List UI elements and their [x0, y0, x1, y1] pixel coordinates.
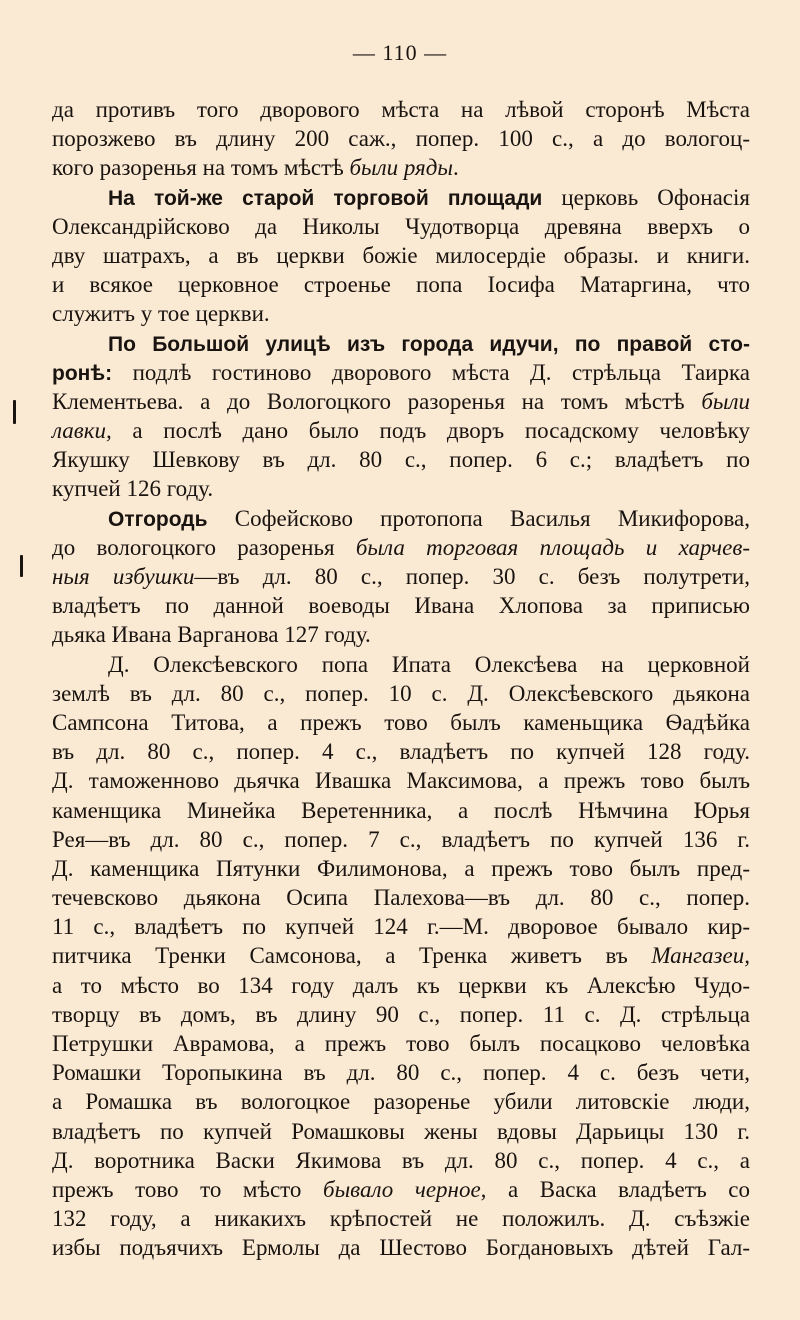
italic-text: ныя избушки	[52, 564, 195, 589]
text-segment: питчика Тренки Самсонова, а Тренка живетъ въ	[52, 943, 652, 969]
italic-text: Мангазеи,	[651, 943, 750, 969]
bold-heading-text: Отгородь	[108, 507, 208, 531]
text-line	[52, 1235, 750, 1264]
text-segment: 11 с., владѣетъ по купчей 124 г.—М. дворовое бывало кир-	[52, 914, 750, 940]
text-line	[52, 389, 750, 418]
text-segment: течевсково дьякона Осипа Палехова—въ дл. 80 с., попер.	[52, 885, 750, 911]
bold-heading-text: На той-же старой торговой площади	[108, 186, 543, 210]
text-segment: Якушку Шевкову въ дл. 80 с., попер. 6 с.; владѣетъ по	[52, 447, 750, 473]
text-segment: Олександрійсково да Николы Чудотворца древяна вверхъ о	[52, 213, 750, 239]
margin-mark	[20, 555, 23, 577]
text-segment: дву шатрахъ, а въ церкви божіе милосердіе образы. и книги.	[52, 242, 750, 268]
text-line	[52, 1089, 750, 1118]
text-line	[52, 155, 750, 184]
text-line	[52, 447, 750, 476]
text-segment: 132 году, а никакихъ крѣпостей не положилъ. Д. съѣзжіе	[52, 1206, 750, 1232]
text-segment: купчей 126 году.	[52, 476, 214, 502]
text-segment: и всякое церковное строенье попа Іосифа Матаргина, что	[52, 272, 750, 298]
text-segment: творцу въ домъ, въ длину 90 с., попер. 11 с. Д. стрѣльца	[52, 1001, 750, 1027]
text-line	[52, 301, 750, 330]
text-segment: землѣ въ дл. 80 с., попер. 10 с. Д. Олексѣевского дьякона	[52, 680, 750, 706]
text-line	[52, 1060, 750, 1089]
paragraph	[52, 331, 750, 506]
bold-heading-text: По Большой улицѣ изъ города идучи, по правой сто-	[108, 332, 750, 356]
text-segment: —въ дл. 80 с., попер. 30 с. безъ полутрети,	[194, 564, 750, 589]
text-line	[52, 914, 750, 943]
italic-text: была торговая площадь и харчев-	[355, 534, 750, 560]
text-segment: Д. воротника Васки Якимова въ дл. 80 с., попер. 4 с., а	[52, 1147, 750, 1173]
text-segment: Петрушки Аврамова, а прежъ тово былъ посацково человѣка	[52, 1031, 750, 1056]
text-segment: Д. каменщика Пятунки Филимонова, а прежъ тово былъ пред-	[52, 855, 750, 881]
text-segment: Сампсона Титова, а прежъ тово былъ каменьщика Ѳадѣйка	[52, 709, 750, 735]
text-line	[52, 564, 750, 593]
italic-text: были ряды	[349, 155, 453, 181]
text-line	[52, 1119, 750, 1148]
text-line	[52, 768, 750, 797]
text-segment: каменщика Минейка Веретенника, а послѣ Нѣмчина Юрья	[52, 797, 750, 823]
text-segment: владѣетъ по купчей Ромашковы жены вдовы Дарьицы 130 г.	[52, 1118, 750, 1144]
text-line	[52, 739, 750, 768]
text-segment: до вологоцкого разоренья	[52, 534, 356, 560]
paragraph	[52, 652, 750, 1265]
text-line	[52, 418, 750, 447]
text-segment: кого разоренья на томъ мѣстѣ	[52, 155, 350, 181]
text-segment: дьяка Ивана Варганова 127 году.	[52, 622, 371, 648]
text-segment: порозжево въ длину 200 саж., попер. 100 с., а до вологоц-	[52, 126, 750, 152]
text-line	[52, 710, 750, 739]
text-segment: а послѣ дано было подъ дворъ посадскому человѣку	[111, 418, 750, 444]
text-line	[52, 506, 750, 535]
italic-text: были	[701, 388, 750, 414]
text-line	[52, 1148, 750, 1177]
paragraph	[52, 97, 750, 185]
italic-text: бывало черное,	[323, 1176, 487, 1202]
text-segment: избы подъячихъ Ермолы да Шестово Богдановыхъ дѣтей Гал-	[52, 1235, 750, 1261]
text-line	[52, 827, 750, 856]
paragraph	[52, 185, 750, 331]
paragraph	[52, 506, 750, 652]
text-segment: да противъ того дворового мѣста на лѣвой сторонѣ Мѣста	[52, 97, 750, 122]
margin-mark	[13, 400, 16, 424]
text-line	[52, 97, 750, 126]
text-line	[52, 1177, 750, 1206]
text-segment: владѣетъ по данной воеводы Ивана Хлопова за приписью	[52, 593, 750, 619]
text-segment: .	[452, 155, 459, 181]
text-line	[52, 593, 750, 622]
text-line	[52, 681, 750, 710]
text-line	[52, 885, 750, 914]
text-line	[52, 798, 750, 827]
text-segment: служитъ у тое церкви.	[52, 301, 270, 327]
text-segment: а то мѣсто во 134 году далъ къ церкви къ Алексѣю Чудо-	[52, 972, 750, 998]
text-line	[52, 1206, 750, 1235]
text-segment: Д. Олексѣевского попа Ипата Олексѣева на церковной	[108, 651, 750, 677]
text-segment: Д. таможенново дьячка Ивашка Максимова, а прежъ тово былъ	[52, 768, 750, 794]
text-segment: Клементьева. а до Вологоцкого разоренья на томъ мѣстѣ	[52, 388, 702, 414]
text-line	[52, 331, 750, 360]
text-line	[52, 622, 750, 651]
text-line	[52, 214, 750, 243]
text-line	[52, 652, 750, 681]
text-segment: Рея—въ дл. 80 с., попер. 7 с., владѣетъ по купчей 136 г.	[52, 826, 750, 852]
text-line	[52, 1002, 750, 1031]
text-line	[52, 856, 750, 885]
page-body	[52, 97, 750, 1265]
text-line	[52, 185, 750, 214]
text-segment: прежъ тово то мѣсто	[52, 1176, 323, 1202]
page-number: — 110 —	[352, 40, 448, 65]
text-line	[52, 360, 750, 389]
text-segment: а Ромашка въ вологоцкое разоренье убили литовскіе люди,	[52, 1089, 750, 1115]
text-line	[52, 943, 750, 972]
text-segment: Ромашки Торопыкина въ дл. 80 с., попер. 4 с. безъ чети,	[52, 1060, 750, 1086]
text-line	[52, 476, 750, 505]
text-line	[52, 126, 750, 155]
text-segment: Софейсково протопопа Василья Микифорова,	[207, 505, 750, 531]
text-segment: въ дл. 80 с., попер. 4 с., владѣетъ по купчей 128 году.	[52, 739, 750, 765]
text-segment: церковь Офонасія	[542, 184, 750, 210]
text-line	[52, 272, 750, 301]
text-line	[52, 535, 750, 564]
text-line	[52, 1031, 750, 1060]
text-line	[52, 973, 750, 1002]
text-segment: подлѣ гостиново дворового мѣста Д. стрѣльца Таирка	[112, 359, 750, 385]
text-segment: а Васка владѣетъ со	[486, 1176, 750, 1202]
text-line	[52, 243, 750, 272]
bold-heading-text: ронѣ:	[52, 361, 113, 385]
italic-text: лавки,	[52, 418, 112, 444]
